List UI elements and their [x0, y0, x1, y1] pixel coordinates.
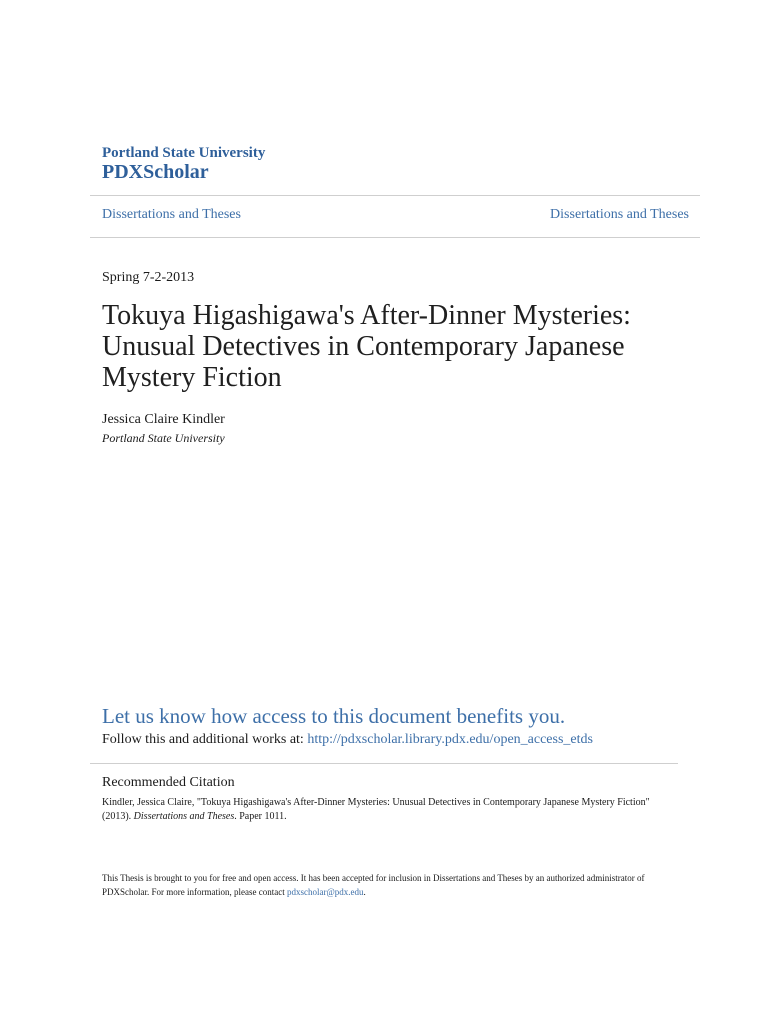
institution-name: Portland State University: [102, 145, 266, 161]
contact-email-link[interactable]: pdxscholar@pdx.edu: [286, 887, 364, 897]
collection-link-right[interactable]: Dissertations and Theses: [550, 207, 689, 222]
document-title: Tokuya Higashigawa's After-Dinner Mysteries: Unusual Detectives in Contemporary Japanese Mystery Fiction: [102, 300, 631, 393]
collection-link-left[interactable]: Dissertations and Theses: [102, 207, 241, 222]
repository-name-link[interactable]: PDXScholar: [102, 161, 209, 183]
citation-series: Dissertations and Theses: [133, 811, 235, 822]
notice-end: .: [363, 887, 366, 897]
notice-text: This Thesis is brought to you for free and open access. It has been accepted for inclusion in Dissertations and Theses by an authorized administrator of PDXScholar. For more information, please contact: [102, 873, 645, 897]
follow-url-link[interactable]: http://pdxscholar.library.pdx.edu/open_access_etds: [307, 732, 593, 747]
citation-divider: [90, 763, 678, 764]
top-divider: [90, 195, 700, 196]
citation-text: [102, 796, 672, 824]
publication-date: Spring 7-2-2013: [102, 270, 195, 285]
follow-line: [102, 732, 593, 748]
author-affiliation: Portland State University: [102, 431, 225, 445]
citation-part-1: Kindler, Jessica Claire, "Tokuya Higashigawa's After-Dinner Mysteries: Unusual Detectives in Contemporary Japanese Mystery Fiction" (2013).: [102, 797, 650, 822]
access-notice: [102, 871, 672, 899]
nav-divider: [90, 237, 700, 238]
citation-part-2: . Paper 1011.: [234, 811, 287, 822]
author-name: Jessica Claire Kindler: [102, 412, 225, 427]
follow-label: Follow this and additional works at:: [102, 732, 304, 747]
benefit-feedback-link[interactable]: Let us know how access to this document benefits you.: [102, 704, 566, 728]
citation-heading: Recommended Citation: [102, 775, 235, 790]
